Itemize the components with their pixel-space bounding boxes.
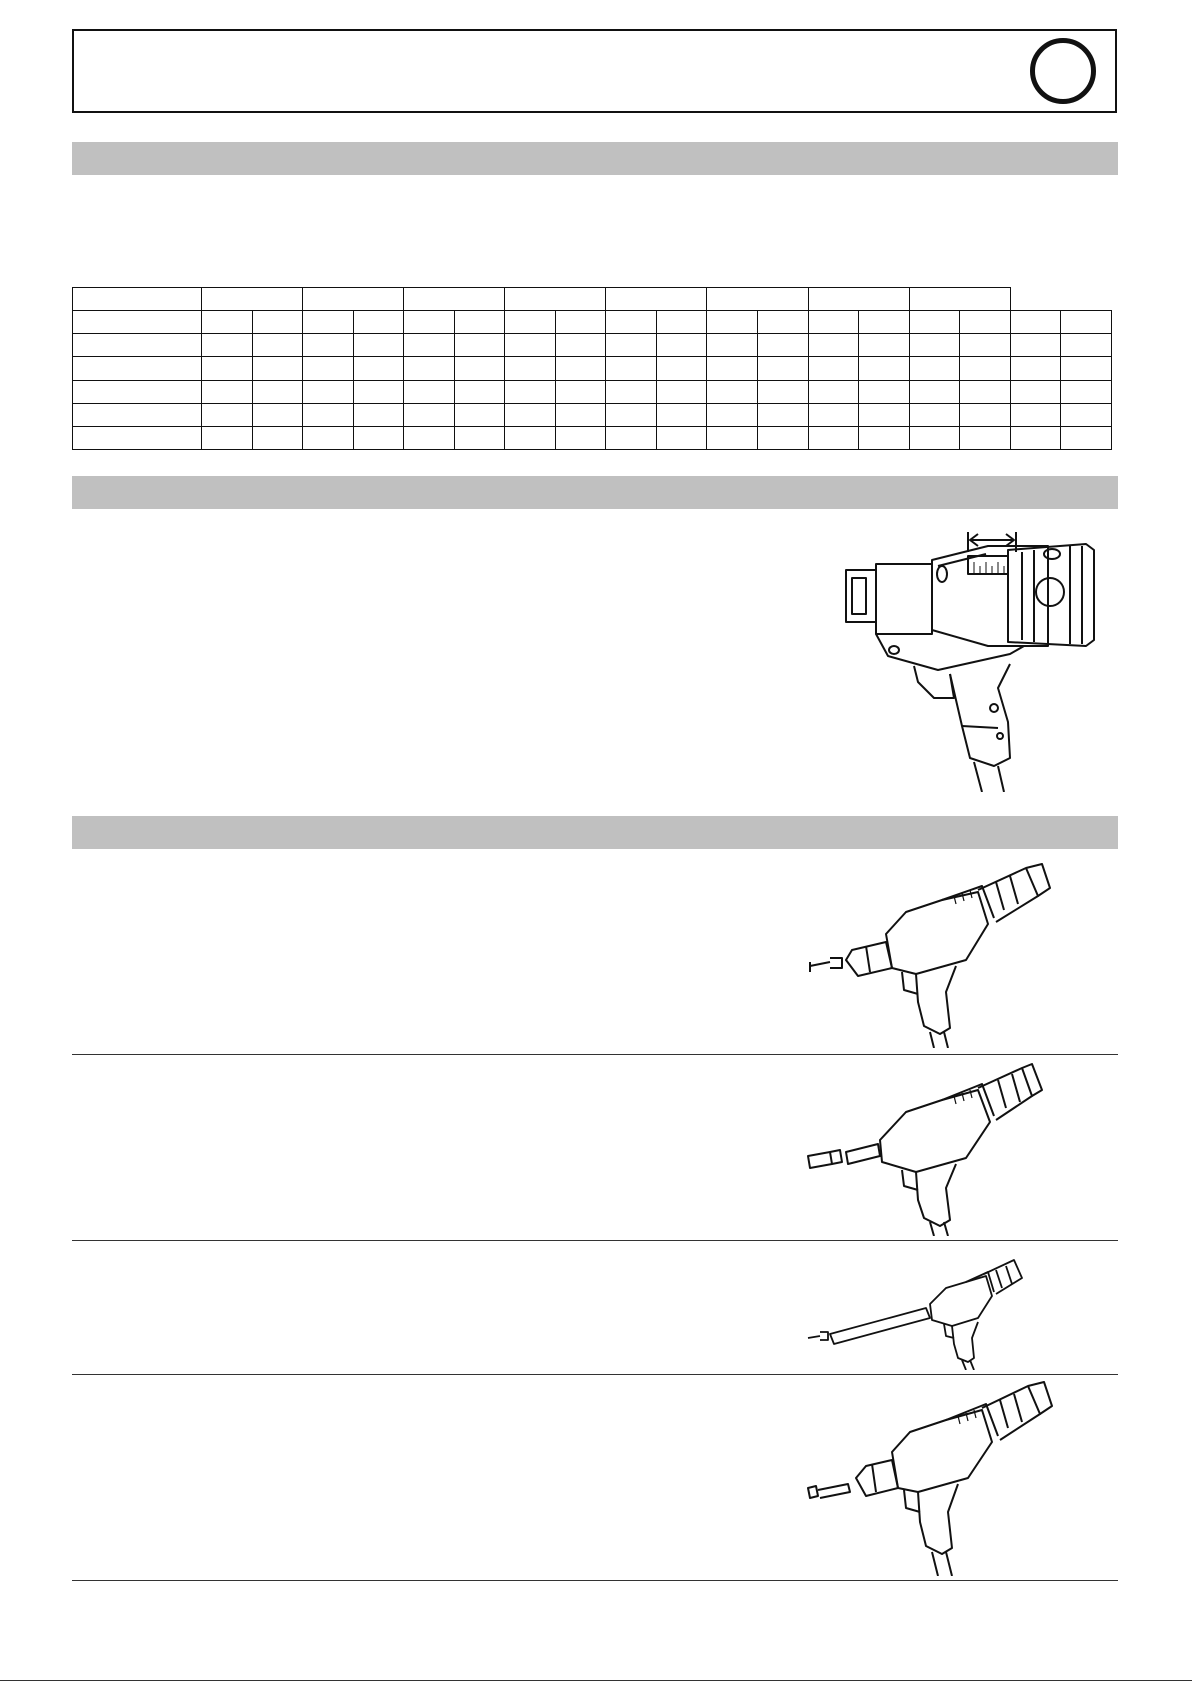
table-cell <box>909 334 960 357</box>
table-cell <box>1010 311 1061 334</box>
table-cell <box>1061 403 1112 426</box>
table-cell <box>404 403 455 426</box>
table-cell <box>505 426 556 449</box>
rivet-tool-extension-icon <box>806 1248 1026 1370</box>
table-group-header <box>606 288 707 311</box>
table-cell <box>808 357 859 380</box>
table-cell <box>808 334 859 357</box>
table-cell <box>252 403 303 426</box>
step-divider <box>72 1374 1118 1375</box>
table-cell <box>758 426 809 449</box>
table-cell <box>353 334 404 357</box>
rivet-tool-with-rivet-icon <box>806 862 1056 1048</box>
table-cell <box>555 403 606 426</box>
table-cell <box>707 380 758 403</box>
table-cell <box>758 334 809 357</box>
table-cell <box>353 357 404 380</box>
table-group-header <box>808 288 909 311</box>
table-cell <box>707 403 758 426</box>
table-cell <box>656 380 707 403</box>
table-cell <box>960 403 1011 426</box>
table-cell <box>353 380 404 403</box>
rivet-tool-rivet-insert-icon <box>806 1376 1056 1576</box>
table-cell <box>808 311 859 334</box>
table-cell <box>454 380 505 403</box>
table-row-label <box>73 403 202 426</box>
table-cell <box>303 311 354 334</box>
section-header-operation <box>72 816 1118 849</box>
table-cell <box>555 380 606 403</box>
table-cell <box>404 334 455 357</box>
table-corner-cell <box>73 288 202 311</box>
table-cell <box>707 426 758 449</box>
table-cell <box>1061 311 1112 334</box>
table-row <box>73 334 1112 357</box>
table-cell <box>859 357 910 380</box>
table-cell <box>202 403 253 426</box>
table-cell <box>1061 380 1112 403</box>
table-cell <box>303 334 354 357</box>
table-cell <box>353 311 404 334</box>
table-cell <box>252 311 303 334</box>
table-cell <box>909 380 960 403</box>
table-cell <box>656 403 707 426</box>
table-group-header <box>707 288 808 311</box>
table-cell <box>859 334 910 357</box>
table-group-header <box>909 288 1010 311</box>
table-header-row <box>73 288 1112 311</box>
table-cell <box>960 334 1011 357</box>
table-cell <box>758 357 809 380</box>
table-cell <box>1010 357 1061 380</box>
table-cell <box>252 426 303 449</box>
table-cell <box>303 426 354 449</box>
table-cell <box>909 311 960 334</box>
table-cell <box>505 334 556 357</box>
table-cell <box>505 357 556 380</box>
table-group-header <box>303 288 404 311</box>
table-cell <box>960 311 1011 334</box>
table-group-header <box>505 288 606 311</box>
table-row-label <box>73 357 202 380</box>
table-cell <box>555 426 606 449</box>
table-cell <box>202 311 253 334</box>
table-cell <box>252 380 303 403</box>
table-cell <box>758 403 809 426</box>
table-cell <box>555 357 606 380</box>
table-cell <box>1010 426 1061 449</box>
table-cell <box>454 403 505 426</box>
table-cell <box>202 426 253 449</box>
table-cell <box>707 311 758 334</box>
table-cell <box>808 426 859 449</box>
table-cell <box>404 311 455 334</box>
table-cell <box>859 403 910 426</box>
table-row <box>73 311 1112 334</box>
table-cell <box>303 357 354 380</box>
table-cell <box>808 403 859 426</box>
specification-table <box>72 287 1112 450</box>
table-cell <box>202 357 253 380</box>
table-cell <box>555 334 606 357</box>
table-cell <box>202 380 253 403</box>
rivet-tool-nosepiece-icon <box>806 1060 1056 1236</box>
table-cell <box>909 426 960 449</box>
footer-rule <box>0 1680 1192 1681</box>
step-divider <box>72 1580 1118 1581</box>
table-cell <box>606 311 657 334</box>
table-cell <box>505 403 556 426</box>
table-cell <box>505 311 556 334</box>
table-cell <box>454 311 505 334</box>
table-cell <box>1061 426 1112 449</box>
table-cell <box>606 380 657 403</box>
table-group-header <box>404 288 505 311</box>
table-cell <box>1010 380 1061 403</box>
table-row <box>73 403 1112 426</box>
table-cell <box>606 426 657 449</box>
rivet-tool-side-view-icon <box>838 530 1100 792</box>
table-cell <box>707 334 758 357</box>
table-cell <box>1061 357 1112 380</box>
table-cell <box>656 357 707 380</box>
table-cell <box>758 380 809 403</box>
table-row <box>73 357 1112 380</box>
table-cell <box>303 380 354 403</box>
table-group-header <box>202 288 303 311</box>
table-cell <box>1010 403 1061 426</box>
table-cell <box>252 357 303 380</box>
table-cell <box>656 426 707 449</box>
table-cell <box>454 426 505 449</box>
table-cell <box>707 357 758 380</box>
table-cell <box>404 357 455 380</box>
table-cell <box>656 311 707 334</box>
table-cell <box>808 380 859 403</box>
table-cell <box>859 311 910 334</box>
table-row-label <box>73 311 202 334</box>
language-badge <box>1030 38 1096 104</box>
table-cell <box>555 311 606 334</box>
table-cell <box>960 357 1011 380</box>
table-cell <box>909 357 960 380</box>
section-header-specifications <box>72 142 1118 175</box>
header-box <box>72 29 1117 113</box>
table-row-label <box>73 426 202 449</box>
table-cell <box>758 311 809 334</box>
table-cell <box>454 334 505 357</box>
table-cell <box>252 334 303 357</box>
table-cell <box>1010 334 1061 357</box>
table-cell <box>404 426 455 449</box>
table-cell <box>454 357 505 380</box>
table-row-label <box>73 380 202 403</box>
table-cell <box>404 380 455 403</box>
step-divider <box>72 1054 1118 1055</box>
table-cell <box>960 380 1011 403</box>
table-cell <box>353 403 404 426</box>
table-row <box>73 380 1112 403</box>
table-cell <box>606 403 657 426</box>
table-cell <box>1061 334 1112 357</box>
table-cell <box>960 426 1011 449</box>
table-cell <box>202 334 253 357</box>
table-cell <box>656 334 707 357</box>
step-divider <box>72 1240 1118 1241</box>
table-cell <box>909 403 960 426</box>
table-cell <box>606 334 657 357</box>
table-cell <box>606 357 657 380</box>
table-cell <box>859 426 910 449</box>
table-cell <box>303 403 354 426</box>
table-cell <box>859 380 910 403</box>
table-cell <box>353 426 404 449</box>
table-row <box>73 426 1112 449</box>
table-row-label <box>73 334 202 357</box>
table-cell <box>505 380 556 403</box>
section-header-stroke-adjust <box>72 476 1118 509</box>
